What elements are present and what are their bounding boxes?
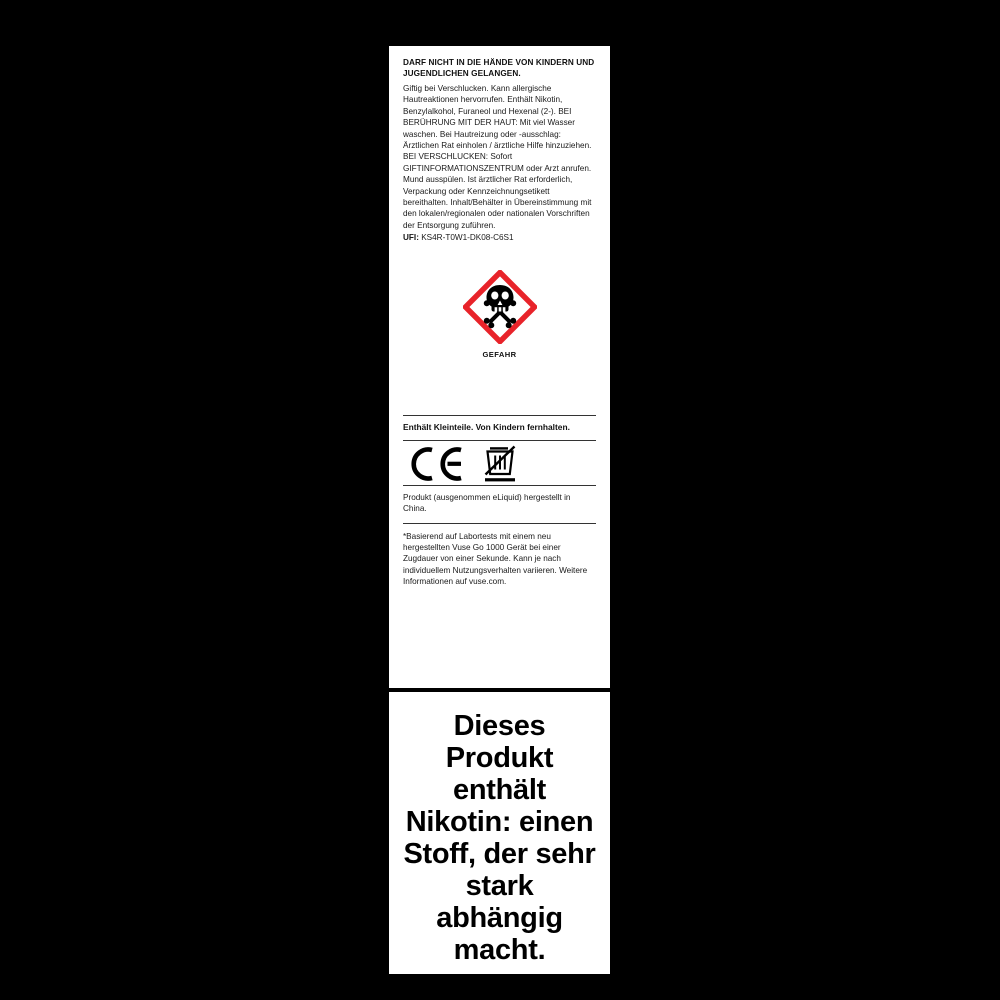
ghs-pictogram [403, 270, 596, 359]
crossed-out-wheelie-bin-icon [483, 444, 517, 484]
product-package-panel [389, 46, 610, 974]
compliance-marks [403, 441, 596, 485]
ufi-label: UFI: [403, 233, 419, 243]
ufi-value: KS4R-T0W1-DK08-C6S1 [421, 233, 514, 243]
signal-word: GEFAHR [482, 349, 517, 359]
nicotine-warning-block [389, 688, 610, 974]
small-parts-warning: Enthält Kleinteile. Von Kindern fernhalten. [403, 421, 570, 432]
ce-marking-icon [409, 447, 465, 481]
made-in-text: Produkt (ausgenommen eLiquid) hergestellt in China. [403, 492, 571, 514]
skull-and-crossbones-icon [463, 270, 537, 344]
nicotine-warning-text: Dieses Produkt enthält Nikotin: einen Stoff, der sehr stark abhängig macht. [403, 710, 596, 966]
footnote-text: *Basierend auf Labortests mit einem neu hergestellten Vuse Go 1000 Gerät bei einer Zugdauer von einer Sekunde. Kann je nach individuellem Nutzungsverhalten variieren. Weitere Informationen auf vuse.com. [403, 531, 588, 587]
ufi-line [403, 232, 596, 243]
hazard-heading: DARF NICHT IN DIE HÄNDE VON KINDERN UND JUGENDLICHEN GELANGEN. [403, 58, 595, 78]
small-parts-section [403, 415, 596, 441]
package-info-section [389, 46, 610, 688]
hazard-statement-text: Giftig bei Verschlucken. Kann allergische Hautreaktionen hervorrufen. Enthält Nikotin, Benzylalkohol, Furaneol und Hexenal (2-). BEI BERÜHRUNG MIT DER HAUT: Mit viel Wasser waschen. Bei Hautreizung oder -ausschlag: Ärztlichen Rat einholen / ärztliche Hilfe hinzuziehen. BEI VERSCHLUCKEN: Sofort GIFTINFORMATIONSZENTRUM oder Arzt anrufen. Mund ausspülen. Ist ärztlicher Rat erforderlich, Verpackung oder Kennzeichnungsetikett bereithalten. Inhalt/Behälter in Übereinstimmung mit den lokalen/regionalen oder nationalen Vorschriften der Entsorgung zuführen. [403, 84, 592, 230]
